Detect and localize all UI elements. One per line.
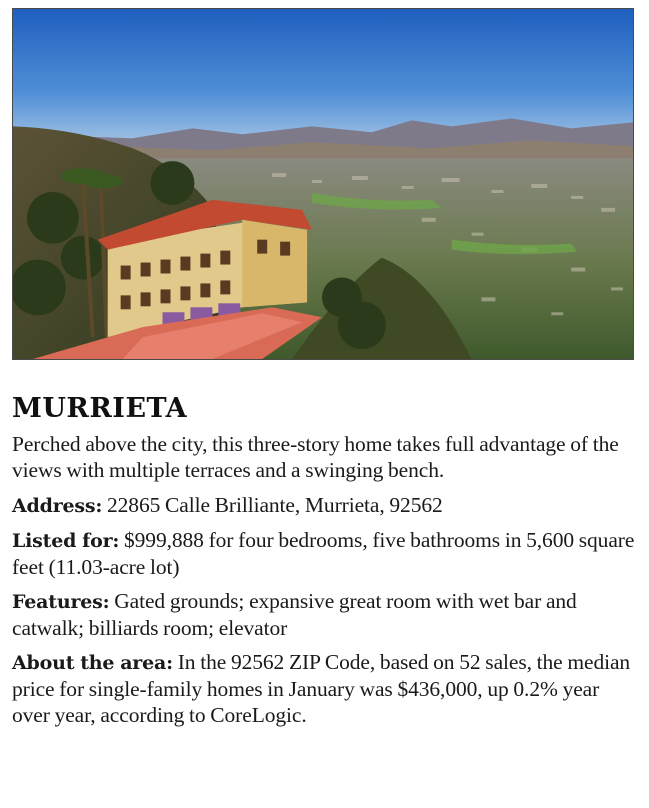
listing-article [12, 392, 640, 736]
listing-price-line [12, 527, 640, 580]
features-value: Gated grounds; expansive great room with wet bar and catwalk; billiards room; elevator [12, 589, 577, 640]
features-label: Features: [12, 591, 110, 613]
property-photo [12, 8, 634, 360]
address-value: 22865 Calle Brilliante, Murrieta, 92562 [102, 493, 443, 517]
address-line [12, 492, 640, 519]
listing-description: Perched above the city, this three-story home takes full advantage of the views with multiple terraces and a swinging bench. [12, 432, 619, 482]
area-line [12, 649, 640, 728]
area-value: In the 92562 ZIP Code, based on 52 sales, the median price for single-family homes in January was $436,000, up 0.2% year over year, according to CoreLogic. [12, 650, 631, 727]
address-label: Address: [12, 495, 103, 517]
listed-value: $999,888 for four bedrooms, five bathrooms in 5,600 square feet (11.03-acre lot) [12, 528, 635, 579]
features-line [12, 588, 640, 641]
listing-headline: MURRIETA [12, 393, 188, 424]
listed-label: Listed for: [12, 530, 120, 552]
house-photo-icon [13, 9, 633, 359]
area-label: About the area: [12, 652, 173, 674]
